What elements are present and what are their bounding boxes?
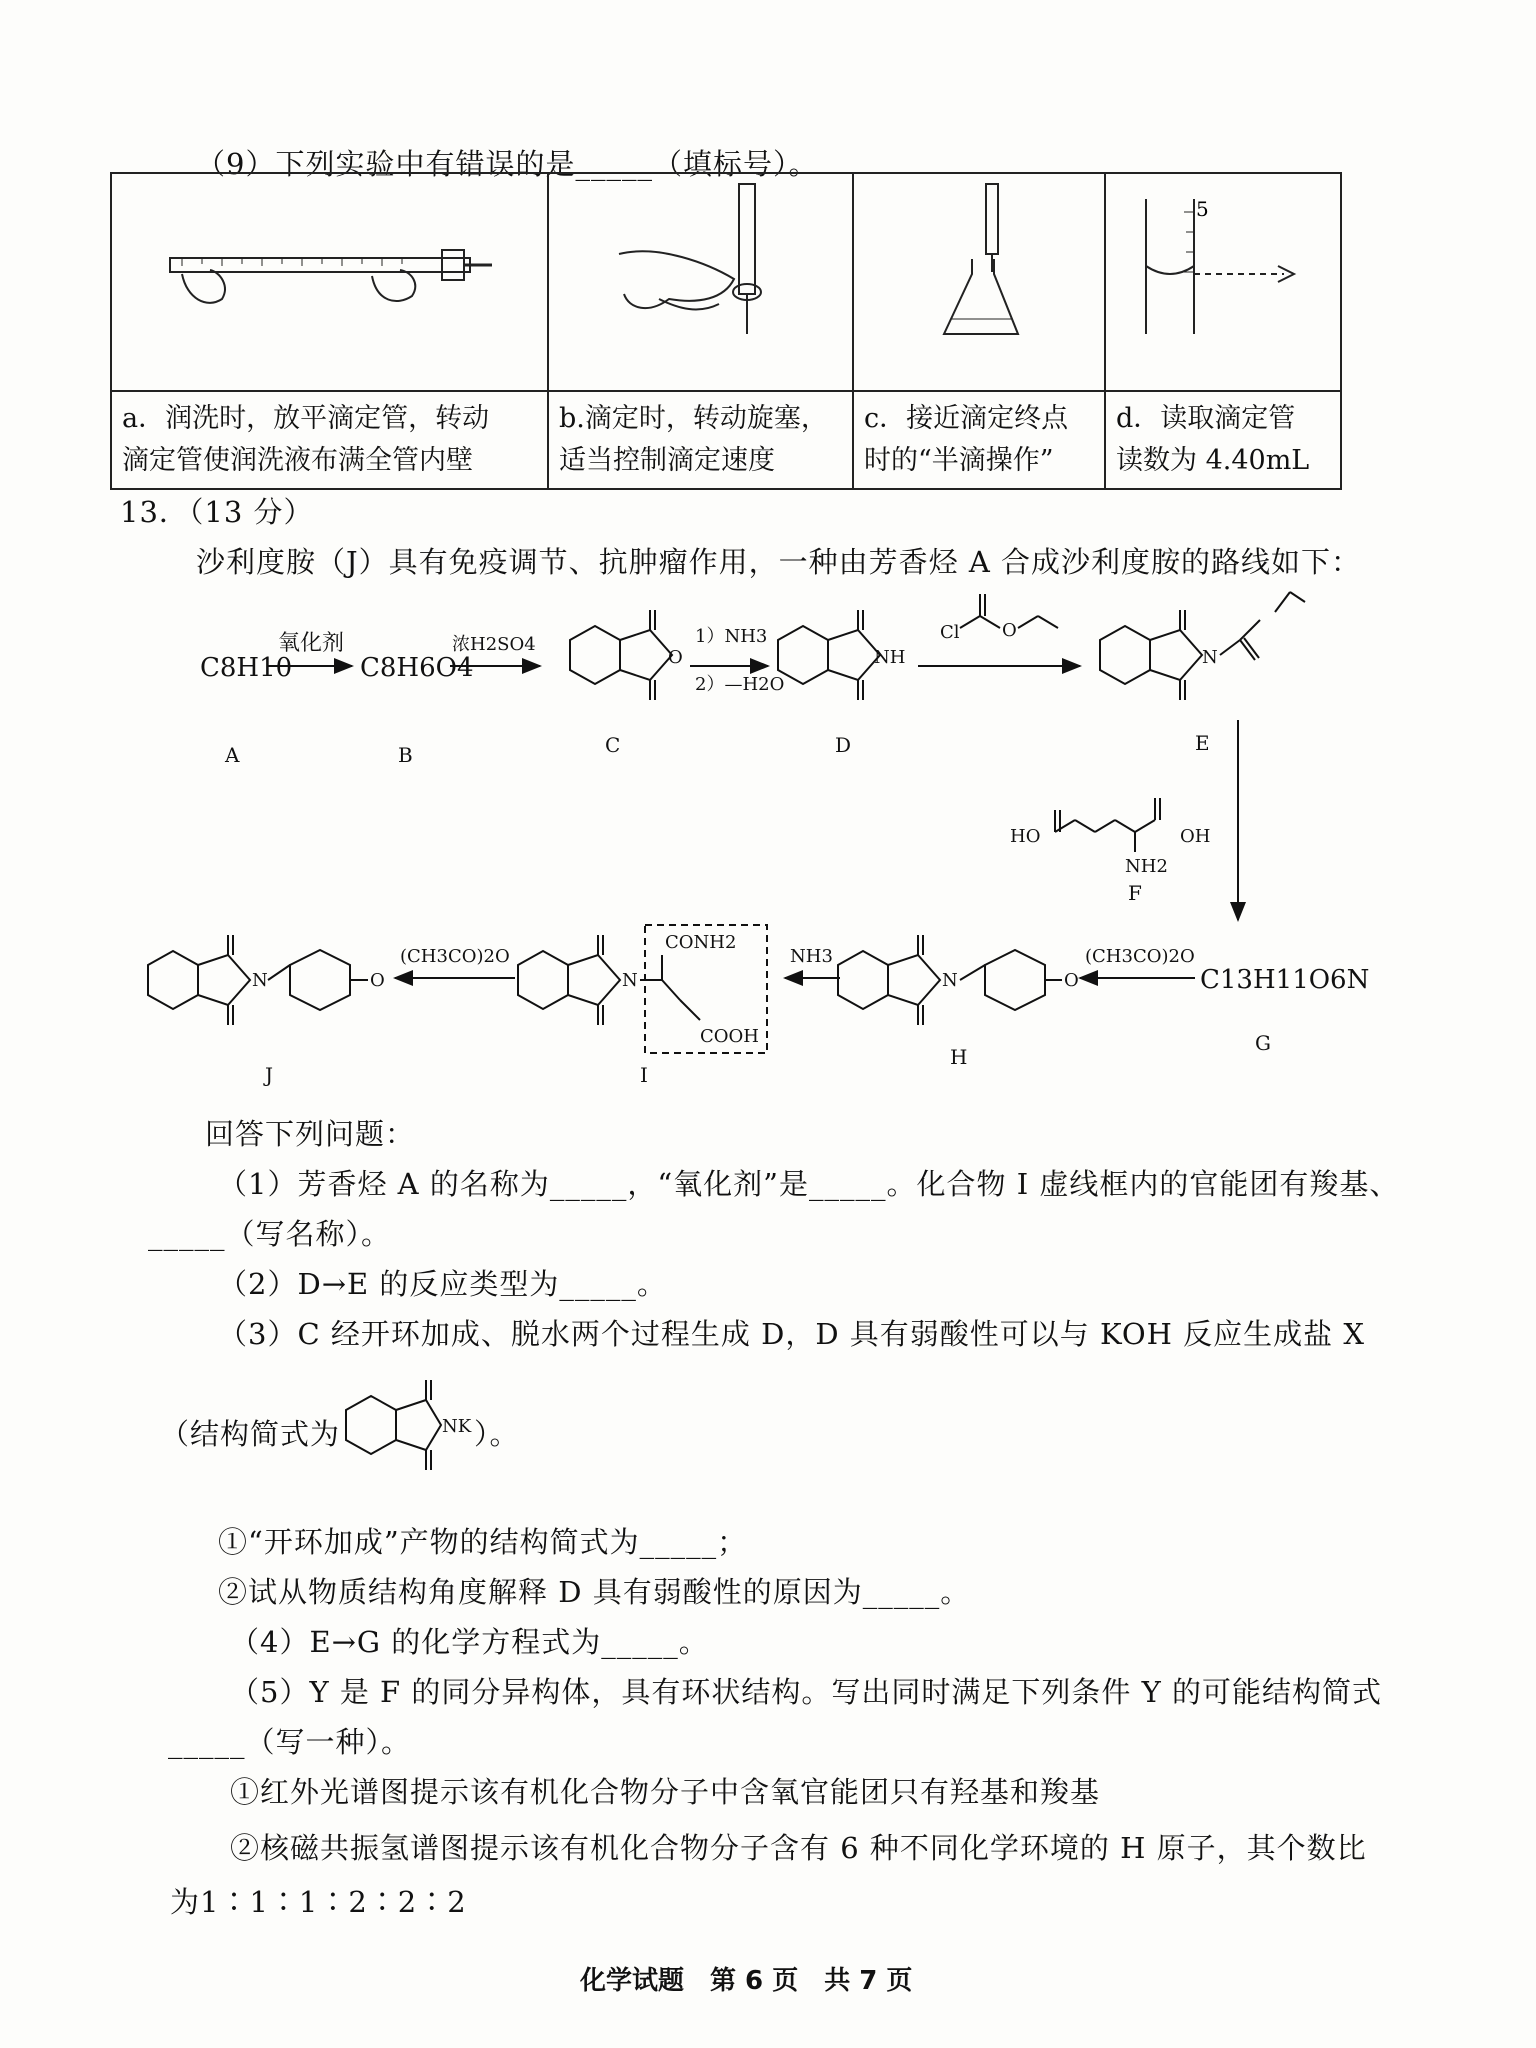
label-j: J [265, 1063, 274, 1087]
d-nh: NH [874, 647, 906, 668]
page-footer: 化学试题 第 6 页 共 7 页 [580, 1966, 913, 1996]
formula-b: C8H6O4 [360, 653, 474, 683]
q3-structure-suffix: ）。 [474, 1417, 520, 1451]
condition-2: ②核磁共振氢谱图提示该有机化合物分子含有 6 种不同化学环境的 H 原子，其个数比 [230, 1831, 1367, 1865]
j-n: N [252, 970, 268, 991]
half-drop-flask-illustration [854, 174, 1104, 386]
caption-d: d．读取滴定管 读数为 4.40mL [1105, 391, 1341, 489]
label-g: G [1255, 1031, 1271, 1055]
q5-line1: （5）Y 是 F 的同分异构体，具有环状结构。写出同时满足下列条件 Y 的可能结构简式 [230, 1675, 1382, 1709]
q5-line2: _____（写一种）。 [168, 1725, 412, 1759]
formula-g: C13H11O6N [1200, 965, 1370, 995]
q3-sub2: ②试从物质结构角度解释 D 具有弱酸性的原因为_____。 [218, 1575, 971, 1609]
e-n: N [1202, 647, 1218, 668]
condition-2-ratio: 为1∶1∶1∶2∶2∶2 [170, 1885, 467, 1919]
q3-sub1: ①“开环加成”产物的结构简式为_____； [218, 1525, 748, 1559]
f-nh2: NH2 [1125, 856, 1168, 877]
answer-lead: 回答下列问题： [205, 1117, 416, 1151]
q4-text: （4）E→G 的化学方程式为_____。 [230, 1625, 709, 1659]
cell-a-illustration [111, 173, 548, 391]
label-d: D [835, 733, 852, 757]
caption-c: c．接近滴定终点 时的“半滴操作” [853, 391, 1105, 489]
q1-line2: _____（写名称）。 [148, 1217, 392, 1251]
q3-structure-prefix: （结构简式为 [160, 1417, 341, 1451]
salt-x-structure [336, 1360, 476, 1490]
experiment-table [110, 172, 1342, 490]
reagent-ac2o-g: (CH3CO)2O [1085, 946, 1195, 967]
reagent-nh3-h: NH3 [790, 946, 833, 967]
condition-1: ①红外光谱图提示该有机化合物分子中含氧官能团只有羟基和羧基 [230, 1775, 1101, 1809]
label-h: H [950, 1045, 968, 1069]
burette-rinse-illustration [112, 174, 547, 386]
f-oh: OH [1180, 826, 1211, 847]
cell-d-illustration [1105, 173, 1341, 391]
reagent-ac2o-i: (CH3CO)2O [400, 946, 510, 967]
formula-a: C8H10 [200, 653, 293, 683]
i-cooh: COOH [700, 1026, 759, 1047]
synthesis-scheme [0, 570, 1536, 1130]
reagent-conc-h2so4: 浓H2SO4 [452, 634, 536, 655]
label-e: E [1195, 731, 1210, 755]
burette-reading-illustration [1106, 174, 1340, 386]
burette-stopcock-illustration [549, 174, 852, 386]
nk-label: NK [442, 1416, 472, 1437]
label-b: B [398, 743, 413, 767]
h-o: O [1064, 970, 1079, 991]
reagent-o: O [1002, 620, 1017, 641]
q3-line1: （3）C 经开环加成、脱水两个过程生成 D，D 具有弱酸性可以与 KOH 反应生成盐 X [218, 1317, 1366, 1351]
cell-c-illustration [853, 173, 1105, 391]
caption-a: a．润洗时，放平滴定管，转动 滴定管使润洗液布满全管内壁 [111, 391, 548, 489]
q13-intro: 沙利度胺（J）具有免疫调节、抗肿瘤作用，一种由芳香烃 A 合成沙利度胺的路线如下： [196, 545, 1362, 579]
scale-mark-5: 5 [1196, 197, 1209, 221]
reagent-cl: Cl [940, 622, 960, 643]
i-conh2: CONH2 [665, 932, 737, 953]
h-n: N [942, 970, 958, 991]
caption-b: b.滴定时，转动旋塞， 适当控制滴定速度 [548, 391, 853, 489]
reagent-nh3-step1: 1）NH3 [695, 626, 768, 647]
q13-header: 13．（13 分） [120, 495, 314, 529]
label-i: I [640, 1063, 648, 1087]
reagent-nh3-step2: 2）—H2O [695, 674, 785, 695]
q2-text: （2）D→E 的反应类型为_____。 [218, 1267, 667, 1301]
label-a: A [225, 743, 240, 767]
q9-prompt: （9）下列实验中有错误的是_____（填标号）。 [196, 147, 819, 181]
j-o: O [370, 970, 385, 991]
label-c: C [605, 733, 621, 757]
reagent-oxidant: 氧化剂 [278, 631, 345, 656]
q1-line1: （1）芳香烃 A 的名称为_____，“氧化剂”是_____。化合物 I 虚线框内的官能团有羧基、 [218, 1167, 1400, 1201]
f-ho: HO [1010, 826, 1041, 847]
cell-b-illustration [548, 173, 853, 391]
i-n: N [622, 970, 638, 991]
label-f: F [1128, 881, 1142, 905]
c-ring-o: O [668, 647, 683, 668]
